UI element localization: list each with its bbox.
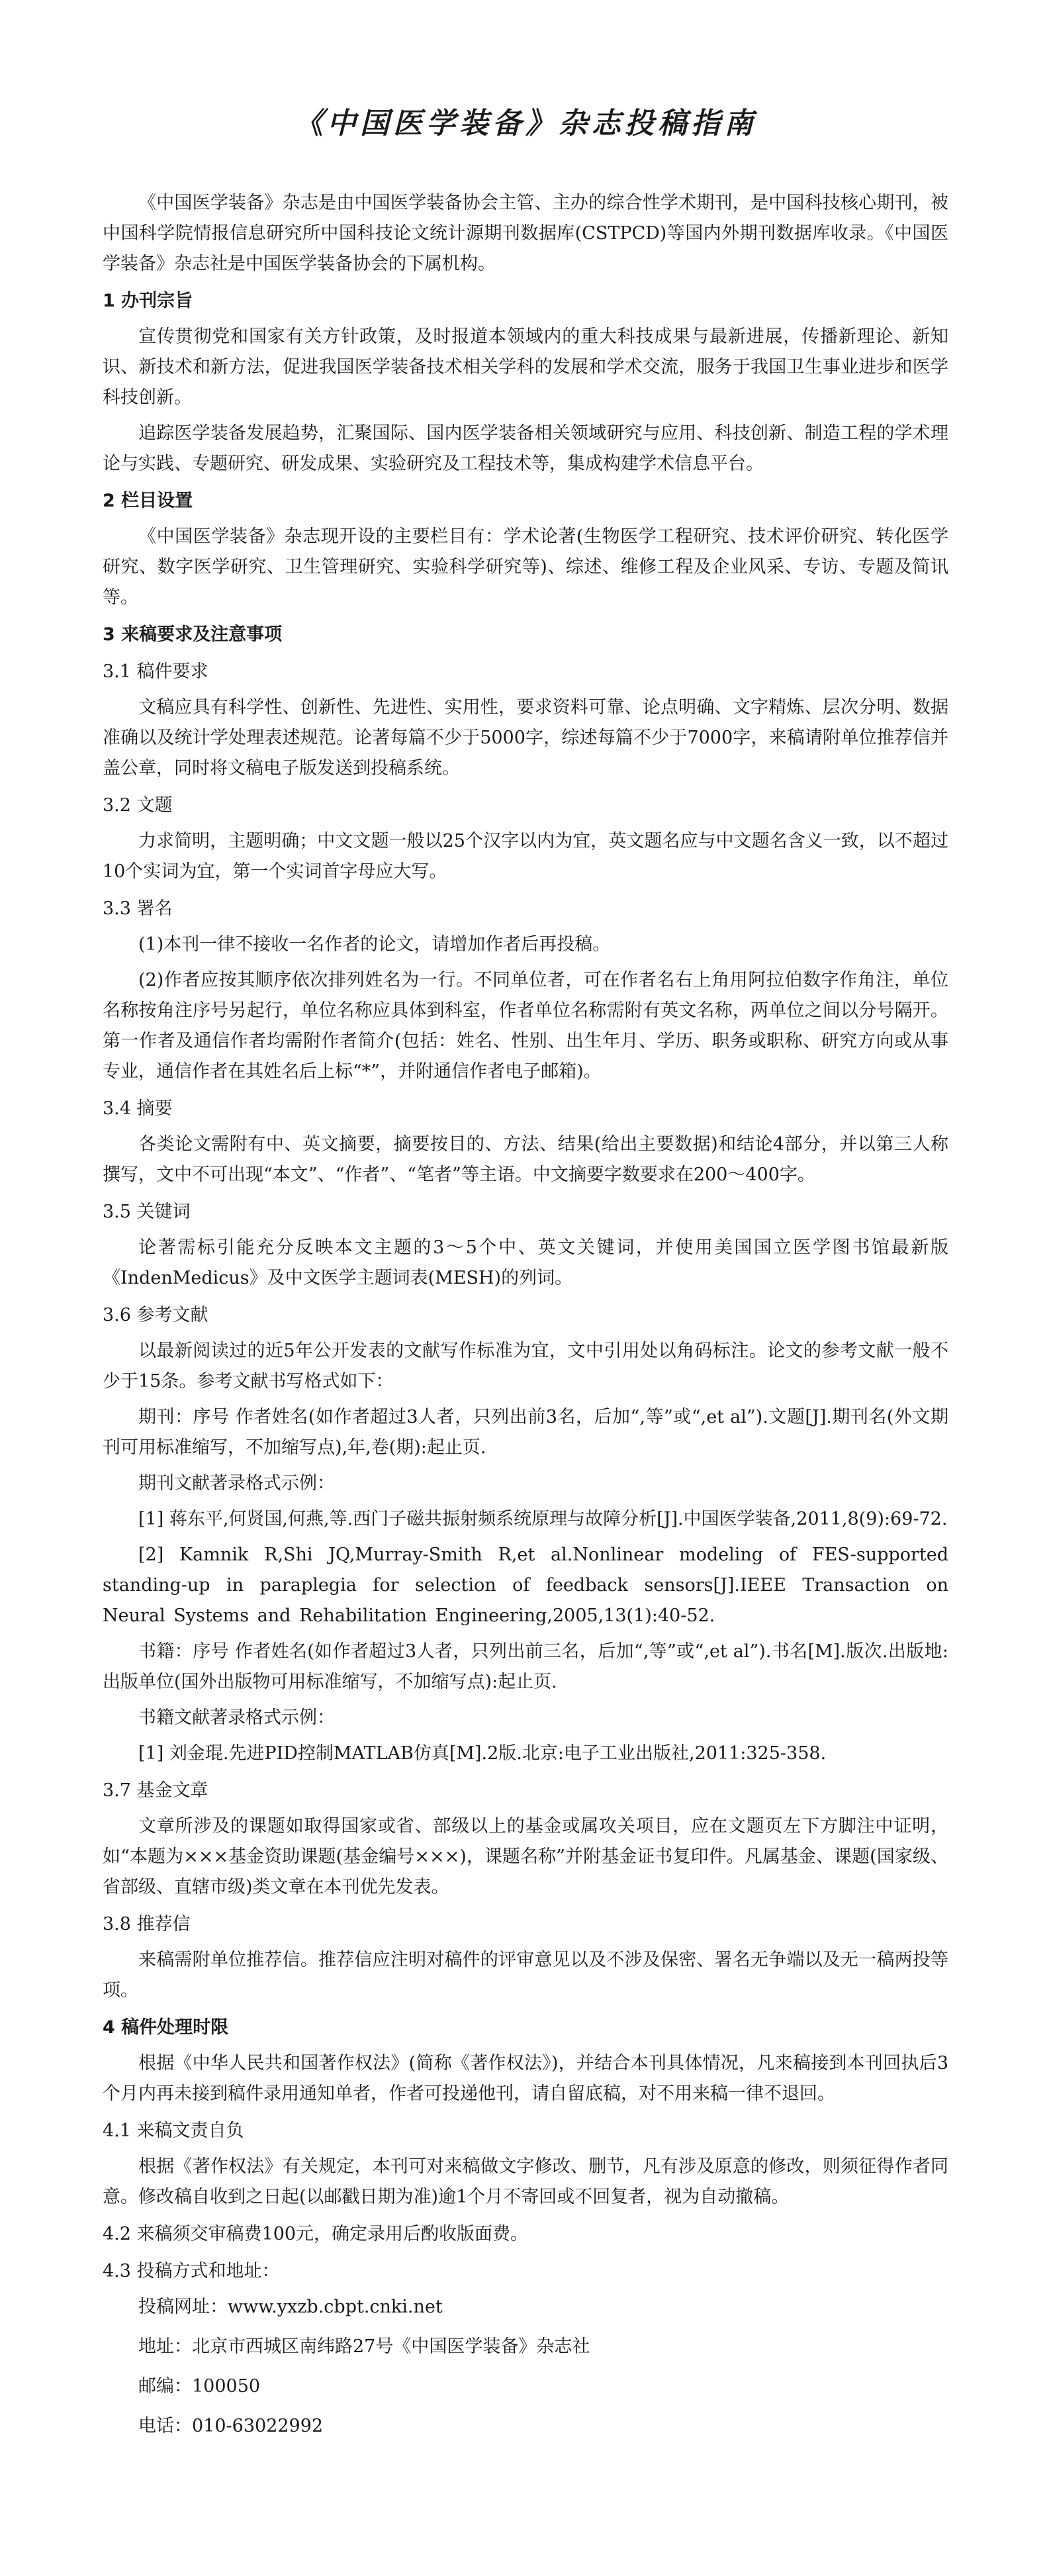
submission-website: 投稿网址：www.yxzb.cbpt.cnki.net <box>138 2297 443 2317</box>
section-3-3-heading: 3.3 署名 <box>103 898 173 919</box>
section-3-7-paragraph: 文章所涉及的课题如取得国家或省、部级以上的基金或属攻关项目，应在文题页左下方脚注中证明，如“本题为×××基金资助课题(基金编号×××)，课题名称”并附基金证书复印件。凡属基金、课题(国家级、省部级、直辖市级)类文章在本刊优先发表。 <box>103 1816 948 1897</box>
section-3-3-paragraph-1: (1)本刊一律不接收一名作者的论文，请增加作者后再投稿。 <box>138 934 611 955</box>
section-4-2-line: 4.2 来稿须交审稿费100元，确定录用后酌收版面费。 <box>103 2224 529 2244</box>
section-3-6-heading: 3.6 参考文献 <box>103 1305 208 1325</box>
section-4-3-heading: 4.3 投稿方式和地址： <box>103 2261 280 2281</box>
section-1-paragraph-1: 宣传贯彻党和国家有关方针政策，及时报道本领域内的重大科技成果与最新进展，传播新理论、新知识、新技术和新方法，促进我国医学装备技术相关学科的发展和学术交流，服务于我国卫生事业进步和医学科技创新。 <box>103 326 948 408</box>
section-3-2-heading: 3.2 文题 <box>103 795 173 816</box>
section-3-6-book-example-label: 书籍文献著录格式示例： <box>138 1707 335 1728</box>
phone-number: 电话：010-63022992 <box>138 2416 324 2436</box>
postal-address: 地址：北京市西城区南纬路27号《中国医学装备》杂志社 <box>138 2336 590 2357</box>
section-4-1-paragraph: 根据《著作权法》有关规定，本刊可对来稿做文字修改、删节，凡有涉及原意的修改，则须征得作者同意。修改稿自收到之日起(以邮戳日期为准)逾1个月不寄回或不回复者，视为自动撤稿。 <box>103 2156 948 2207</box>
section-3-5-paragraph: 论著需标引能充分反映本文主题的3～5个中、英文关键词，并使用美国国立医学图书馆最新版《IndenMedicus》及中文医学主题词表(MESH)的列词。 <box>103 1237 948 1288</box>
section-2-paragraph: 《中国医学装备》杂志现开设的主要栏目有：学术论著(生物医学工程研究、技术评价研究、转化医学研究、数字医学研究、卫生管理研究、实验科学研究等)、综述、维修工程及企业风采、专访、专题及简讯等。 <box>103 526 948 608</box>
section-3-1-heading: 3.1 稿件要求 <box>103 661 208 682</box>
section-3-2-paragraph: 力求简明，主题明确；中文文题一般以25个汉字以内为宜，英文题名应与中文题名含义一致，以不超过10个实词为宜，第一个实词首字母应大写。 <box>103 831 948 882</box>
postal-code: 邮编：100050 <box>138 2376 261 2397</box>
section-3-5-heading: 3.5 关键词 <box>103 1202 191 1222</box>
intro-paragraph: 《中国医学装备》杂志是由中国医学装备协会主管、主办的综合性学术期刊，是中国科技核心期刊，被中国科学院情报信息研究所中国科技论文统计源期刊数据库(CSTPCD)等国内外期刊数据库收录。《中国医学装备》杂志社是中国医学装备协会的下属机构。 <box>103 193 948 274</box>
reference-example-1: [1] 蒋东平,何贤国,何燕,等.西门子磁共振射频系统原理与故障分析[J].中国医学装备,2011,8(9):69-72. <box>138 1509 948 1529</box>
section-4-1-heading: 4.1 来稿文责自负 <box>103 2121 244 2141</box>
section-3-1-paragraph: 文稿应具有科学性、创新性、先进性、实用性，要求资料可靠、论点明确、文字精炼、层次分明、数据准确以及统计学处理表述规范。论著每篇不少于5000字，综述每篇不少于7000字，来稿请附单位推荐信并盖公章，同时将文稿电子版发送到投稿系统。 <box>103 697 948 779</box>
section-3-3-paragraph-2: (2)作者应按其顺序依次排列姓名为一行。不同单位者，可在作者名右上角用阿拉伯数字作角注，单位名称按角注序号另起行，单位名称应具体到科室，作者单位名称需附有英文名称，两单位之间以分号隔开。第一作者及通信作者均需附作者简介(包括：姓名、性别、出生年月、学历、职务或职称、研究方向或从事专业，通信作者在其姓名后上标“*”，并附通信作者电子邮箱)。 <box>103 970 948 1082</box>
section-1-paragraph-2: 追踪医学装备发展趋势，汇聚国际、国内医学装备相关领域研究与应用、科技创新、制造工程的学术理论与实践、专题研究、研发成果、实验研究及工程技术等，集成构建学术信息平台。 <box>103 423 948 474</box>
section-1-heading: 1 办刊宗旨 <box>103 291 193 311</box>
section-3-6-journal-example-label: 期刊文献著录格式示例： <box>138 1473 335 1494</box>
document-title: 《中国医学装备》杂志投稿指南 <box>294 107 757 140</box>
section-4-heading: 4 稿件处理时限 <box>103 2017 229 2038</box>
section-3-heading: 3 来稿要求及注意事项 <box>103 624 283 645</box>
section-2-heading: 2 栏目设置 <box>103 491 193 511</box>
section-3-4-paragraph: 各类论文需附有中、英文摘要，摘要按目的、方法、结果(给出主要数据)和结论4部分，并以第三人称撰写，文中不可出现“本文”、“作者”、“笔者”等主语。中文摘要字数要求在200～400字。 <box>103 1134 948 1185</box>
section-3-6-book-format: 书籍：序号 作者姓名(如作者超过3人者，只列出前三名，后加“,等”或“,et al”).书名[M].版次.出版地:出版单位(国外出版物可用标准缩写，不加缩写点):起止页. <box>103 1641 948 1692</box>
section-3-7-heading: 3.7 基金文章 <box>103 1780 208 1801</box>
section-3-4-heading: 3.4 摘要 <box>103 1098 173 1119</box>
section-3-6-journal-format: 期刊：序号 作者姓名(如作者超过3人者，只列出前3名，后加“,等”或“,et al”).文题[J].期刊名(外文期刊可用标准缩写，不加缩写点),年,卷(期):起止页. <box>103 1407 948 1458</box>
section-3-8-heading: 3.8 推荐信 <box>103 1914 191 1934</box>
section-4-paragraph: 根据《中华人民共和国著作权法》(简称《著作权法》)，并结合本刊具体情况，凡来稿接到本刊回执后3个月内再未接到稿件录用通知单者，作者可投递他刊，请自留底稿，对不用来稿一律不退回。 <box>103 2053 948 2104</box>
section-3-6-paragraph-1: 以最新阅读过的近5年公开发表的文献写作标准为宜，文中引用处以角码标注。论文的参考文献一般不少于15条。参考文献书写格式如下： <box>103 1341 948 1392</box>
reference-example-2: [2] Kamnik R,Shi JQ,Murray-Smith R,et al.Nonlinear modeling of FES-supported standing-up in paraplegia for selection of feedback sensors[J].IEEE Transaction on Neural Systems and Rehabilitation Engineering,2005,13(1):40-52. <box>103 1545 948 1626</box>
section-3-8-paragraph: 来稿需附单位推荐信。推荐信应注明对稿件的评审意见以及不涉及保密、署名无争端以及无一稿两投等项。 <box>103 1950 948 2001</box>
reference-example-3: [1] 刘金琨.先进PID控制MATLAB仿真[M].2版.北京:电子工业出版社,2011:325-358. <box>138 1743 827 1764</box>
